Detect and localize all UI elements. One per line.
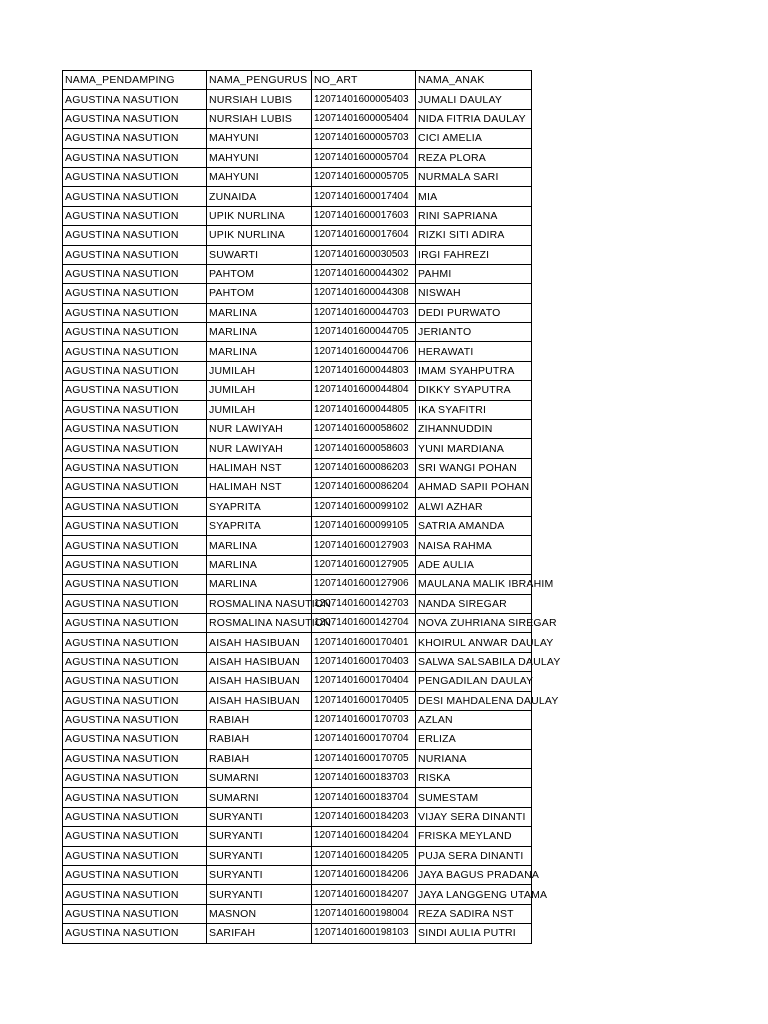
cell-no-art: 12071401600044703 [312, 303, 416, 322]
cell-nama-pengurus: SURYANTI [207, 807, 312, 826]
cell-nama-anak: YUNI MARDIANA [416, 439, 532, 458]
cell-nama-anak: CICI AMELIA [416, 129, 532, 148]
cell-nama-pendamping: AGUSTINA NASUTION [63, 575, 207, 594]
cell-nama-pendamping: AGUSTINA NASUTION [63, 633, 207, 652]
cell-no-art: 12071401600170705 [312, 749, 416, 768]
cell-nama-pengurus: PAHTOM [207, 264, 312, 283]
cell-nama-anak: NOVA ZUHRIANA SIREGAR [416, 613, 532, 632]
cell-nama-anak: AHMAD SAPII POHAN [416, 478, 532, 497]
table-row [63, 652, 532, 671]
cell-nama-pendamping: AGUSTINA NASUTION [63, 866, 207, 885]
table-row [63, 342, 532, 361]
cell-nama-anak: JERIANTO [416, 323, 532, 342]
cell-no-art: 12071401600184207 [312, 885, 416, 904]
cell-nama-anak: SRI WANGI POHAN [416, 458, 532, 477]
cell-nama-pengurus: HALIMAH NST [207, 458, 312, 477]
data-table [62, 70, 561, 944]
cell-nama-pendamping: AGUSTINA NASUTION [63, 807, 207, 826]
cell-nama-pendamping: AGUSTINA NASUTION [63, 478, 207, 497]
cell-nama-anak: HERAWATI [416, 342, 532, 361]
cell-nama-pendamping: AGUSTINA NASUTION [63, 536, 207, 555]
table-row [63, 594, 532, 613]
cell-no-art: 12071401600017404 [312, 187, 416, 206]
table-row [63, 497, 532, 516]
table-row [63, 439, 532, 458]
cell-nama-pengurus: MARLINA [207, 303, 312, 322]
cell-no-art: 12071401600005403 [312, 90, 416, 109]
cell-nama-anak: SINDI AULIA PUTRI [416, 924, 532, 943]
cell-nama-pengurus: AISAH HASIBUAN [207, 672, 312, 691]
cell-nama-pendamping: AGUSTINA NASUTION [63, 109, 207, 128]
cell-nama-pendamping: AGUSTINA NASUTION [63, 187, 207, 206]
cell-nama-pendamping: AGUSTINA NASUTION [63, 167, 207, 186]
cell-nama-anak: JAYA LANGGENG UTAMA [416, 885, 532, 904]
table-row [63, 749, 532, 768]
cell-nama-anak: NURIANA [416, 749, 532, 768]
table-row [63, 575, 532, 594]
cell-no-art: 12071401600170703 [312, 710, 416, 729]
cell-nama-pendamping: AGUSTINA NASUTION [63, 594, 207, 613]
cell-nama-pendamping: AGUSTINA NASUTION [63, 245, 207, 264]
cell-nama-pendamping: AGUSTINA NASUTION [63, 788, 207, 807]
cell-no-art: 12071401600044302 [312, 264, 416, 283]
cell-nama-pengurus: ROSMALINA NASUTION [207, 594, 312, 613]
cell-no-art: 12071401600017603 [312, 206, 416, 225]
table-row [63, 129, 532, 148]
cell-no-art: 12071401600044804 [312, 381, 416, 400]
header-row [63, 71, 532, 90]
cell-no-art: 12071401600005705 [312, 167, 416, 186]
cell-nama-pengurus: MAHYUNI [207, 129, 312, 148]
table-row [63, 827, 532, 846]
table-row [63, 109, 532, 128]
table-row [63, 245, 532, 264]
cell-nama-pengurus: NURSIAH LUBIS [207, 109, 312, 128]
table-row [63, 672, 532, 691]
cell-nama-pendamping: AGUSTINA NASUTION [63, 827, 207, 846]
cell-nama-anak: MIA [416, 187, 532, 206]
cell-nama-pendamping: AGUSTINA NASUTION [63, 885, 207, 904]
cell-nama-anak: NANDA SIREGAR [416, 594, 532, 613]
cell-nama-pendamping: AGUSTINA NASUTION [63, 749, 207, 768]
table-row [63, 788, 532, 807]
cell-nama-anak: RISKA [416, 769, 532, 788]
cell-nama-anak: IKA SYAFITRI [416, 400, 532, 419]
cell-nama-pendamping: AGUSTINA NASUTION [63, 769, 207, 788]
cell-no-art: 12071401600017604 [312, 226, 416, 245]
cell-nama-pendamping: AGUSTINA NASUTION [63, 710, 207, 729]
cell-nama-pengurus: NUR LAWIYAH [207, 420, 312, 439]
cell-nama-anak: ZIHANNUDDIN [416, 420, 532, 439]
cell-nama-pengurus: SARIFAH [207, 924, 312, 943]
header-cell-no-art: NO_ART [312, 71, 416, 90]
cell-nama-anak: DESI MAHDALENA DAULAY [416, 691, 532, 710]
cell-nama-pengurus: SURYANTI [207, 846, 312, 865]
cell-no-art: 12071401600170704 [312, 730, 416, 749]
cell-no-art: 12071401600198103 [312, 924, 416, 943]
cell-nama-pengurus: MARLINA [207, 555, 312, 574]
cell-nama-pengurus: JUMILAH [207, 381, 312, 400]
table-row [63, 633, 532, 652]
cell-nama-anak: PENGADILAN DAULAY [416, 672, 532, 691]
cell-nama-anak: NURMALA SARI [416, 167, 532, 186]
table-row [63, 381, 532, 400]
cell-nama-anak: NIDA FITRIA DAULAY [416, 109, 532, 128]
cell-nama-anak: NAISA RAHMA [416, 536, 532, 555]
cell-no-art: 12071401600005704 [312, 148, 416, 167]
cell-nama-pendamping: AGUSTINA NASUTION [63, 497, 207, 516]
cell-no-art: 12071401600170405 [312, 691, 416, 710]
cell-nama-anak: PUJA SERA DINANTI [416, 846, 532, 865]
header-cell-nama-anak: NAMA_ANAK [416, 71, 532, 90]
cell-nama-pendamping: AGUSTINA NASUTION [63, 691, 207, 710]
table-row [63, 924, 532, 943]
cell-no-art: 12071401600044805 [312, 400, 416, 419]
cell-nama-pengurus: MARLINA [207, 536, 312, 555]
cell-nama-pendamping: AGUSTINA NASUTION [63, 458, 207, 477]
cell-no-art: 12071401600127906 [312, 575, 416, 594]
cell-no-art: 12071401600183703 [312, 769, 416, 788]
cell-nama-pendamping: AGUSTINA NASUTION [63, 672, 207, 691]
table-row [63, 90, 532, 109]
cell-no-art: 12071401600170404 [312, 672, 416, 691]
cell-nama-pengurus: AISAH HASIBUAN [207, 652, 312, 671]
table-row [63, 420, 532, 439]
cell-nama-pendamping: AGUSTINA NASUTION [63, 226, 207, 245]
cell-nama-pengurus: MARLINA [207, 575, 312, 594]
cell-no-art: 12071401600099105 [312, 516, 416, 535]
cell-no-art: 12071401600044308 [312, 284, 416, 303]
cell-nama-anak: FRISKA MEYLAND [416, 827, 532, 846]
cell-no-art: 12071401600170403 [312, 652, 416, 671]
cell-nama-pengurus: SUMARNI [207, 788, 312, 807]
cell-no-art: 12071401600086203 [312, 458, 416, 477]
cell-nama-pengurus: MAHYUNI [207, 167, 312, 186]
cell-nama-anak: SATRIA AMANDA [416, 516, 532, 535]
cell-no-art: 12071401600142703 [312, 594, 416, 613]
cell-no-art: 12071401600058602 [312, 420, 416, 439]
cell-nama-pengurus: MAHYUNI [207, 148, 312, 167]
cell-nama-pendamping: AGUSTINA NASUTION [63, 846, 207, 865]
cell-nama-pengurus: UPIK NURLINA [207, 206, 312, 225]
table-row [63, 303, 532, 322]
table-row [63, 264, 532, 283]
cell-no-art: 12071401600005404 [312, 109, 416, 128]
table-row [63, 187, 532, 206]
cell-nama-anak: RINI SAPRIANA [416, 206, 532, 225]
cell-nama-anak: MAULANA MALIK IBRAHIM [416, 575, 532, 594]
cell-nama-pendamping: AGUSTINA NASUTION [63, 264, 207, 283]
table-row [63, 361, 532, 380]
cell-no-art: 12071401600127905 [312, 555, 416, 574]
table-row [63, 478, 532, 497]
table-row [63, 904, 532, 923]
cell-nama-pendamping: AGUSTINA NASUTION [63, 381, 207, 400]
cell-nama-pendamping: AGUSTINA NASUTION [63, 439, 207, 458]
cell-nama-anak: ADE AULIA [416, 555, 532, 574]
cell-no-art: 12071401600184203 [312, 807, 416, 826]
cell-no-art: 12071401600044705 [312, 323, 416, 342]
table-row [63, 458, 532, 477]
cell-nama-pendamping: AGUSTINA NASUTION [63, 555, 207, 574]
table-row [63, 866, 532, 885]
table-row [63, 167, 532, 186]
table-row [63, 226, 532, 245]
cell-nama-anak: VIJAY SERA DINANTI [416, 807, 532, 826]
cell-nama-pendamping: AGUSTINA NASUTION [63, 924, 207, 943]
cell-no-art: 12071401600044803 [312, 361, 416, 380]
table-row [63, 516, 532, 535]
cell-nama-pengurus: ROSMALINA NASUTION [207, 613, 312, 632]
cell-nama-anak: ALWI AZHAR [416, 497, 532, 516]
cell-nama-anak: AZLAN [416, 710, 532, 729]
cell-nama-anak: NISWAH [416, 284, 532, 303]
table-row [63, 284, 532, 303]
cell-no-art: 12071401600142704 [312, 613, 416, 632]
cell-nama-pendamping: AGUSTINA NASUTION [63, 323, 207, 342]
cell-no-art: 12071401600184206 [312, 866, 416, 885]
cell-nama-anak: IMAM SYAHPUTRA [416, 361, 532, 380]
cell-nama-pengurus: SUMARNI [207, 769, 312, 788]
cell-nama-pendamping: AGUSTINA NASUTION [63, 342, 207, 361]
cell-nama-pengurus: AISAH HASIBUAN [207, 633, 312, 652]
cell-nama-pendamping: AGUSTINA NASUTION [63, 90, 207, 109]
cell-nama-pengurus: RABIAH [207, 749, 312, 768]
cell-nama-pengurus: SYAPRITA [207, 516, 312, 535]
table-row [63, 885, 532, 904]
header-cell-nama-pengurus: NAMA_PENGURUS [207, 71, 312, 90]
table-row [63, 400, 532, 419]
cell-nama-pengurus: SYAPRITA [207, 497, 312, 516]
cell-nama-anak: RIZKI SITI ADIRA [416, 226, 532, 245]
cell-nama-pengurus: JUMILAH [207, 361, 312, 380]
cell-nama-pendamping: AGUSTINA NASUTION [63, 730, 207, 749]
cell-nama-anak: IRGI FAHREZI [416, 245, 532, 264]
cell-nama-pengurus: AISAH HASIBUAN [207, 691, 312, 710]
cell-no-art: 12071401600198004 [312, 904, 416, 923]
header-cell-nama-pendamping: NAMA_PENDAMPING [63, 71, 207, 90]
cell-no-art: 12071401600086204 [312, 478, 416, 497]
cell-nama-pengurus: NURSIAH LUBIS [207, 90, 312, 109]
table-row [63, 691, 532, 710]
cell-no-art: 12071401600127903 [312, 536, 416, 555]
cell-no-art: 12071401600030503 [312, 245, 416, 264]
table-row [63, 148, 532, 167]
cell-nama-pendamping: AGUSTINA NASUTION [63, 303, 207, 322]
cell-nama-anak: DIKKY SYAPUTRA [416, 381, 532, 400]
cell-nama-anak: JAYA BAGUS PRADANA [416, 866, 532, 885]
cell-nama-anak: SUMESTAM [416, 788, 532, 807]
cell-nama-anak: PAHMI [416, 264, 532, 283]
cell-nama-pengurus: SURYANTI [207, 827, 312, 846]
cell-nama-anak: DEDI PURWATO [416, 303, 532, 322]
cell-no-art: 12071401600099102 [312, 497, 416, 516]
cell-nama-pendamping: AGUSTINA NASUTION [63, 613, 207, 632]
cell-nama-pendamping: AGUSTINA NASUTION [63, 652, 207, 671]
table-row [63, 536, 532, 555]
table-body [63, 90, 561, 943]
cell-nama-pengurus: RABIAH [207, 730, 312, 749]
table-row [63, 807, 532, 826]
cell-nama-pengurus: JUMILAH [207, 400, 312, 419]
cell-nama-anak: REZA SADIRA NST [416, 904, 532, 923]
cell-nama-pendamping: AGUSTINA NASUTION [63, 904, 207, 923]
cell-nama-pengurus: NUR LAWIYAH [207, 439, 312, 458]
table-row [63, 555, 532, 574]
cell-nama-anak: REZA PLORA [416, 148, 532, 167]
cell-nama-pengurus: MARLINA [207, 323, 312, 342]
cell-nama-pendamping: AGUSTINA NASUTION [63, 129, 207, 148]
table-row [63, 846, 532, 865]
cell-nama-pengurus: SUWARTI [207, 245, 312, 264]
cell-no-art: 12071401600058603 [312, 439, 416, 458]
cell-nama-anak: SALWA SALSABILA DAULAY [416, 652, 532, 671]
cell-no-art: 12071401600184204 [312, 827, 416, 846]
table-row [63, 769, 532, 788]
table-row [63, 323, 532, 342]
cell-no-art: 12071401600005703 [312, 129, 416, 148]
cell-nama-pendamping: AGUSTINA NASUTION [63, 420, 207, 439]
cell-nama-pendamping: AGUSTINA NASUTION [63, 400, 207, 419]
cell-no-art: 12071401600044706 [312, 342, 416, 361]
cell-no-art: 12071401600170401 [312, 633, 416, 652]
cell-nama-pengurus: RABIAH [207, 710, 312, 729]
cell-nama-pengurus: SURYANTI [207, 885, 312, 904]
cell-no-art: 12071401600184205 [312, 846, 416, 865]
cell-nama-pengurus: HALIMAH NST [207, 478, 312, 497]
cell-nama-anak: KHOIRUL ANWAR DAULAY [416, 633, 532, 652]
cell-nama-pengurus: PAHTOM [207, 284, 312, 303]
cell-nama-pengurus: MARLINA [207, 342, 312, 361]
cell-no-art: 12071401600183704 [312, 788, 416, 807]
cell-nama-pendamping: AGUSTINA NASUTION [63, 206, 207, 225]
table-row [63, 206, 532, 225]
cell-nama-pengurus: MASNON [207, 904, 312, 923]
table-row [63, 613, 532, 632]
cell-nama-anak: JUMALI DAULAY [416, 90, 532, 109]
table-row [63, 710, 532, 729]
cell-nama-pengurus: SURYANTI [207, 866, 312, 885]
cell-nama-pendamping: AGUSTINA NASUTION [63, 148, 207, 167]
cell-nama-pendamping: AGUSTINA NASUTION [63, 361, 207, 380]
cell-nama-pendamping: AGUSTINA NASUTION [63, 516, 207, 535]
cell-nama-pengurus: ZUNAIDA [207, 187, 312, 206]
cell-nama-pendamping: AGUSTINA NASUTION [63, 284, 207, 303]
cell-nama-pengurus: UPIK NURLINA [207, 226, 312, 245]
cell-nama-anak: ERLIZA [416, 730, 532, 749]
table-row [63, 730, 532, 749]
